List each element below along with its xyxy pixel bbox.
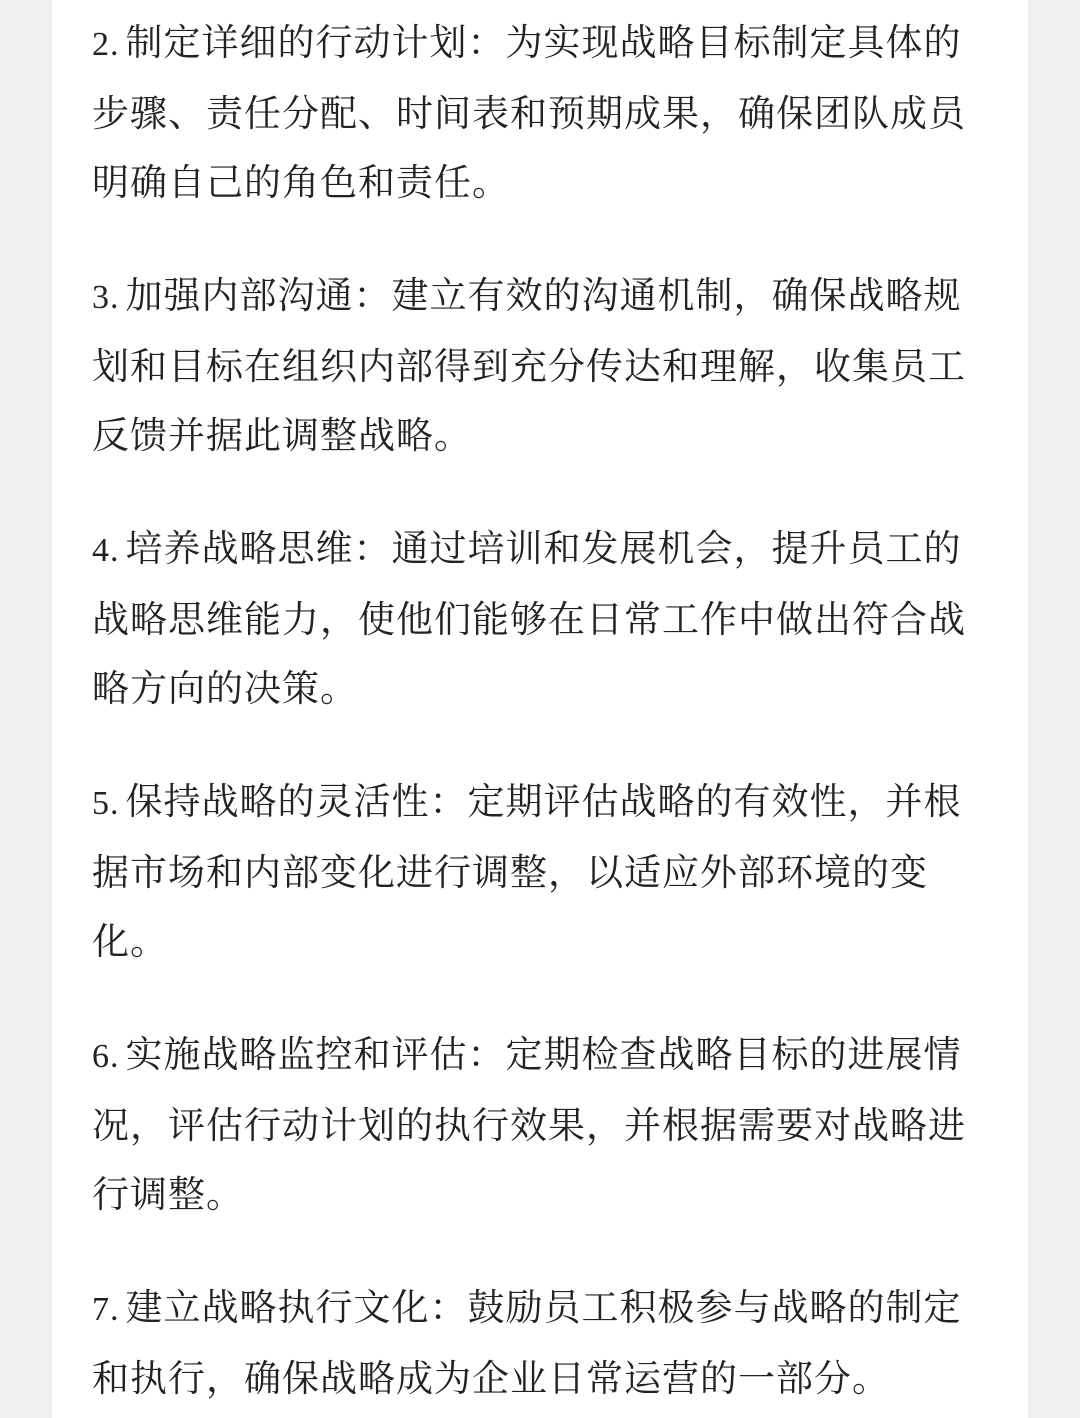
item-text: 实施战略监控和评估：定期检查战略目标的进展情: [125, 1033, 962, 1076]
item-line: 略方向的决策。: [92, 667, 358, 710]
item-line: [92, 1020, 992, 1091]
item-line: 据市场和内部变化进行调整，以适应外部环境的变: [92, 851, 928, 894]
item-number: 2.: [92, 26, 120, 63]
list-item: [92, 8, 992, 217]
item-text: 保持战略的灵活性：定期评估战略的有效性，并根: [125, 780, 962, 823]
item-line: 行调整。: [92, 1173, 244, 1216]
item-line: 划和目标在组织内部得到充分传达和理解，收集员工: [92, 345, 966, 388]
list-item: [92, 1020, 992, 1229]
item-text: 加强内部沟通：建立有效的沟通机制，确保战略规: [125, 274, 962, 317]
item-line: [92, 8, 992, 79]
item-number: 7.: [92, 1291, 120, 1328]
item-number: 5.: [92, 785, 120, 822]
list-item: [92, 1273, 992, 1413]
document-page: [52, 0, 1028, 1418]
item-line: 步骤、责任分配、时间表和预期成果，确保团队成员: [92, 92, 966, 135]
item-number: 4.: [92, 532, 120, 569]
item-line: [92, 514, 992, 585]
item-line: 明确自己的角色和责任。: [92, 161, 510, 204]
item-text: 培养战略思维：通过培训和发展机会，提升员工的: [125, 527, 962, 570]
item-line: 战略思维能力，使他们能够在日常工作中做出符合战: [92, 598, 966, 641]
item-text: 建立战略执行文化：鼓励员工积极参与战略的制定: [125, 1286, 962, 1329]
item-number: 6.: [92, 1038, 120, 1075]
item-number: 3.: [92, 279, 120, 316]
list-item: [92, 767, 992, 976]
item-line: 化。: [92, 920, 168, 963]
item-line: 反馈并据此调整战略。: [92, 414, 472, 457]
item-line: 和执行，确保战略成为企业日常运营的一部分。: [92, 1357, 890, 1400]
item-line: [92, 261, 992, 332]
item-line: [92, 767, 992, 838]
item-line: 况，评估行动计划的执行效果，并根据需要对战略进: [92, 1104, 966, 1147]
list-item: [92, 261, 992, 470]
list-item: [92, 514, 992, 723]
item-text: 制定详细的行动计划：为实现战略目标制定具体的: [125, 21, 962, 64]
item-line: [92, 1273, 992, 1344]
